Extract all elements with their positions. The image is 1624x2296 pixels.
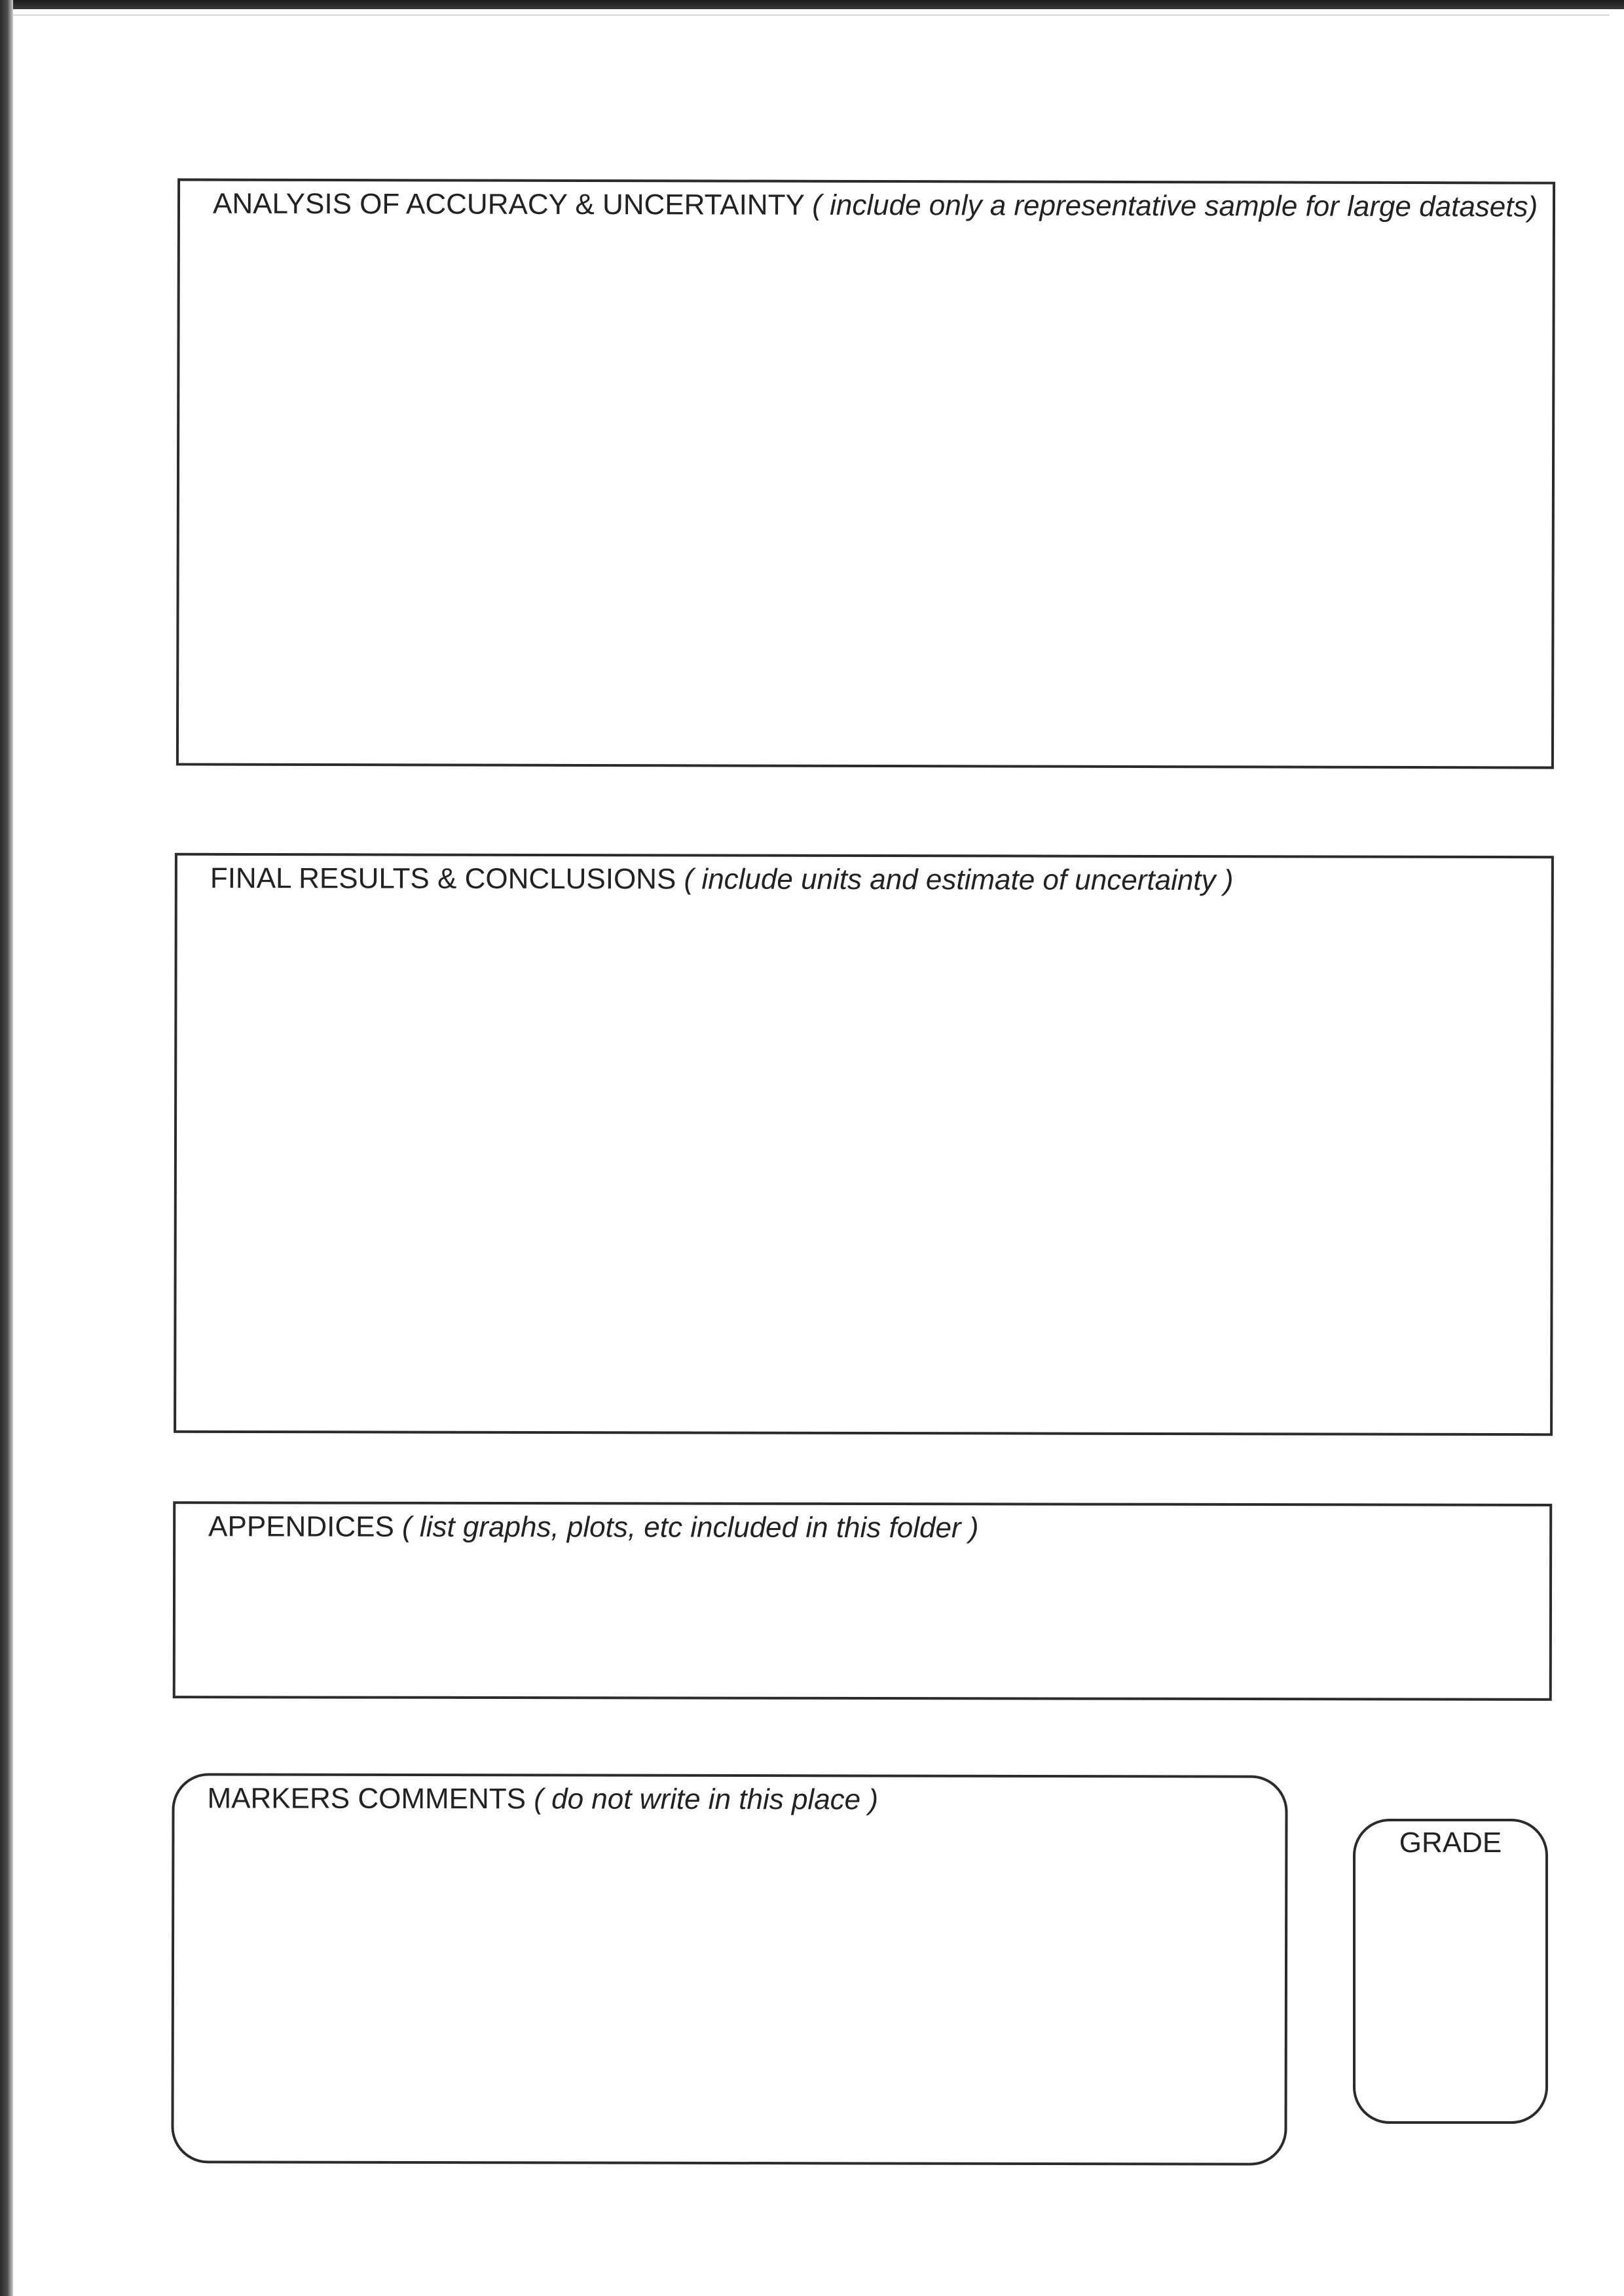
markers-comments-hint: ( do not write in this place ) [534,1783,879,1816]
appendices-section-title: APPENDICES [208,1510,394,1543]
analysis-section-box[interactable] [176,178,1555,769]
final-results-section-box[interactable] [174,853,1554,1436]
markers-comments-heading [207,1782,878,1817]
appendices-section-heading [208,1510,978,1545]
markers-comments-title: MARKERS COMMENTS [207,1782,526,1815]
scan-edge-left [0,0,13,2296]
grade-title: GRADE [1399,1827,1502,1859]
final-results-section-heading [210,862,1234,898]
grade-box [1353,1819,1548,2124]
final-results-section-title: FINAL RESULTS & CONCLUSIONS [210,862,676,896]
analysis-section-hint: ( include only a representative sample for large datasets) [812,189,1538,223]
markers-comments-box [171,1773,1287,2166]
appendices-section-box[interactable] [173,1501,1553,1701]
analysis-section-heading [213,188,1538,225]
scan-edge-line [12,14,1610,16]
appendices-section-hint: ( list graphs, plots, etc included in this folder ) [402,1510,979,1544]
analysis-section-title: ANALYSIS OF ACCURACY & UNCERTAINTY [212,187,805,221]
scan-edge-top [0,0,1624,9]
final-results-section-hint: ( include units and estimate of uncertainty ) [684,863,1234,897]
